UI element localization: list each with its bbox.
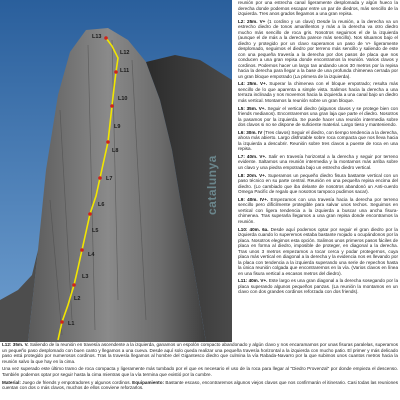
label-l12: L12 (120, 50, 130, 56)
pitch-id: L11: 40m. V+. (238, 278, 268, 284)
pitch-paragraph (238, 227, 398, 277)
equipment-lead: Equipamiento: (132, 379, 165, 385)
pitch-text: (1 cordino y un clavo) Desde la reunión, a la derecha va un estrecho diedro de tonos amarillentos y más a la derecha va otro diedro mucho más sencillo de roca gris. Nosotros seguimos el de la izquierda (aunque el de más a la derecha parece más sencillo). Nos situamos bajo el diedro y protegido por un clavo superamos un paso de V+ ligeramente desplomado, seguimos el diedro por terreno más sencillo y saliendo de este con una pequeña travesía a la derecha por dos pasos de placa que nos conducen a una gran repisa donde encontramos la reunión. Varios clavos y cordinos. Podemos hacer un largo tan andando unos 30 metros por la repisa hacia la derecha para llegar a la base de una profunda chimenea cerrada por un gran bloque empotrado (La primera de la izquierda). (238, 18, 398, 79)
watermark-text: catalunya (205, 155, 219, 215)
pitch-text: Superar la chimenea con el bloque empotrado; resulta más sencillo de lo que aparenta a simple vista. Salimos hacia la derecha a una terraza inclinada y nos movemos hacia la izquierda a una canal bajo un diedro más vertical. Montamos la reunión sobre un gran bloque. (238, 81, 398, 103)
label-l4: L4 (88, 252, 95, 258)
pitch-text: Empezamos con una travesía hacia la derecha por terreno sencillo pero difícilmente protegible para salvar unos techos. Seguimos en vertical con ligera tendencia a la izquierda a buscar una ancha fisura-chimenea. Tras superarla llegamos a una gran repisa donde encontramos la reunión. (238, 196, 398, 224)
pitch-descriptions (238, 0, 398, 342)
pitch-paragraph (238, 130, 398, 152)
pitch-id: L5: 35m. V+. (238, 105, 266, 111)
equipment-text: Bastante escaso, encontraremos algunos viejos clavos que nos confirmarán el itinerario. Casi todas las reuniones cuentan con dos o más clavos, muchos de ellos conviene reforzarlos. (2, 379, 398, 391)
bottom-text-block (2, 342, 398, 400)
label-l10: L10 (118, 96, 128, 102)
paragraph-lead: L12: 35m. V. (2, 342, 29, 347)
pitch-paragraph (238, 173, 398, 195)
pitch-paragraph (238, 197, 398, 225)
rock-wall-illustration (0, 0, 232, 342)
pitch-id: L10: 40m. 6a. (238, 226, 269, 232)
label-l7: L7 (106, 176, 113, 182)
label-l3: L3 (82, 274, 89, 280)
paragraph-text: Una vez superado este último tramo de roca compacta y ligeramente más tumbado por el que es necesario el uso de la roca para llegar al "Diedro Provenzal" por donde empieza el descenso. También podemos optar por seguir hasta la cima mientras que la vía termina que existió por la cumbre. (2, 366, 398, 377)
bottom-paragraph (2, 342, 398, 364)
pitch-paragraph (238, 81, 398, 103)
pitch-id: L8: 20m. V+. (238, 172, 267, 178)
material-lead: Material: (2, 379, 21, 385)
label-l9: L9 (114, 124, 121, 130)
material-text: Juego de friends y empotradores y algunos cordinos. (22, 379, 131, 385)
label-l6: L6 (98, 202, 105, 208)
pitch-id: L7: 40m. V+. (238, 153, 267, 159)
label-l11: L11 (120, 68, 130, 74)
paragraph-text: Saliendo de la reunión en travesía ascendente a la izquierda, ganamos un espolón compacto abandonado y algún clavo y nos encaramamos por unas fisuras paralelas, superamos un pequeño paso desplomado con buen canto y llegamos a una cueva. Desde aquí solo queda realizar una pequeña travesía horizontal a la izquierda con mucho patio. El primer y más delicado paso está protegido por numerosos cordinos. Tras la travesía llegamos al hombre del Gigantesco diedro que culmina la vía Rabada-Navarro por la que subimos unos cuantos metros hacia la reunión salvo la que hay en la cima. (2, 342, 398, 364)
label-l13: L13 (92, 34, 102, 40)
pitch-paragraph (238, 154, 398, 171)
pitch-text: (Tres clavos) Seguir el diedro, con tiempo tendencia a la derecha, ahora más abierto. Largo disfrutable sobre roca compacta que nos lleva hacia la izquierda a descubrir. Reunión sobre tres clavos a puente de roca en una repisa. (238, 129, 398, 152)
pitch-text: Desde aquí podemos optar por seguir el gran diedro por la izquierda cuando lo superemos estaba bastante mojado u ocupándonos por la placa. Nosotros elegimos esta opción. Salimos unos primeros pasos fáciles de placa en forma al diedro, imposible de proteger, en diagonal a la derecha. Tras unos 3 metros empezamos a tocar cerca y podar protegernos, cuya placa más vertical en diagonal a la derecha y la evidencia nos es llevando por la placa con tendencia a la izquierda superando una serie de repechos hasta la única reunión colgada que encontraremos en la vía. (Varios clavos en línea en una fisura vertical a escasos metros del diedro). (238, 226, 398, 276)
pitch-text: Superamos un pequeño diedro fisura bastante vertical con un paso técnico en su parte central. Reunión en una pequeña repisa encima del diedro. (Lo cambiado que iba delante de nosotros abandonó un Anti-cuerdo Omega Pacific de regalo que nosotros tampoco pudimos sacar). (238, 172, 398, 195)
label-l2: L2 (74, 296, 81, 302)
pitch-text: reunión por una estrecha canal ligeramente desplomada y algún hueco la derecha donde podemos escapar entre un par de diedros, más sencillo de la izquierda. Tres anos grados llegamos a una gran repisa. (238, 0, 398, 16)
pitch-id: L9: 40m. IV+. (238, 196, 269, 202)
pitch-paragraph (238, 19, 398, 80)
pitch-paragraph (238, 0, 398, 17)
bottom-paragraph (2, 380, 398, 391)
pitch-paragraph (238, 106, 398, 128)
pitch-id: L6: 30m. IV (238, 129, 263, 135)
label-l8: L8 (112, 148, 119, 154)
label-l5: L5 (92, 228, 99, 234)
label-l1: L1 (68, 321, 75, 327)
pitch-id: L2: 25m. V+ (238, 18, 266, 24)
pitch-paragraph (238, 278, 398, 295)
pitch-text: Este largo es una gran diagonal a la derecha sosegando por la placa superando algunos pequeños panzas. (La reunión la montamos en un clavo con dos grandes cordinos reforzada con dos friends). (238, 278, 398, 295)
pitch-text: Salir en travesía horizontal a la derecha y seguir por terreno evidente. Saltamos una reunión intermedia y la montamos más arriba sobre un clavo y una piedra empotrada bajo un estrecho diedro vertical. (238, 153, 398, 170)
pitch-id: L4: 25m. V+. (238, 81, 267, 87)
pitch-text: Seguir el vertical diedro (algunos clavos y se protege bien con friends medianos). Encontraremos una gran laja que parte el diedro. Nosotros la pasamos por la izquierda. Se puede hacer una reunión intermedia sobre dos clavos si no se dispone de suficiente material. Largo tieso y manteniendo. (238, 105, 398, 128)
bottom-paragraph (2, 366, 398, 377)
route-topo-photo (0, 0, 232, 342)
